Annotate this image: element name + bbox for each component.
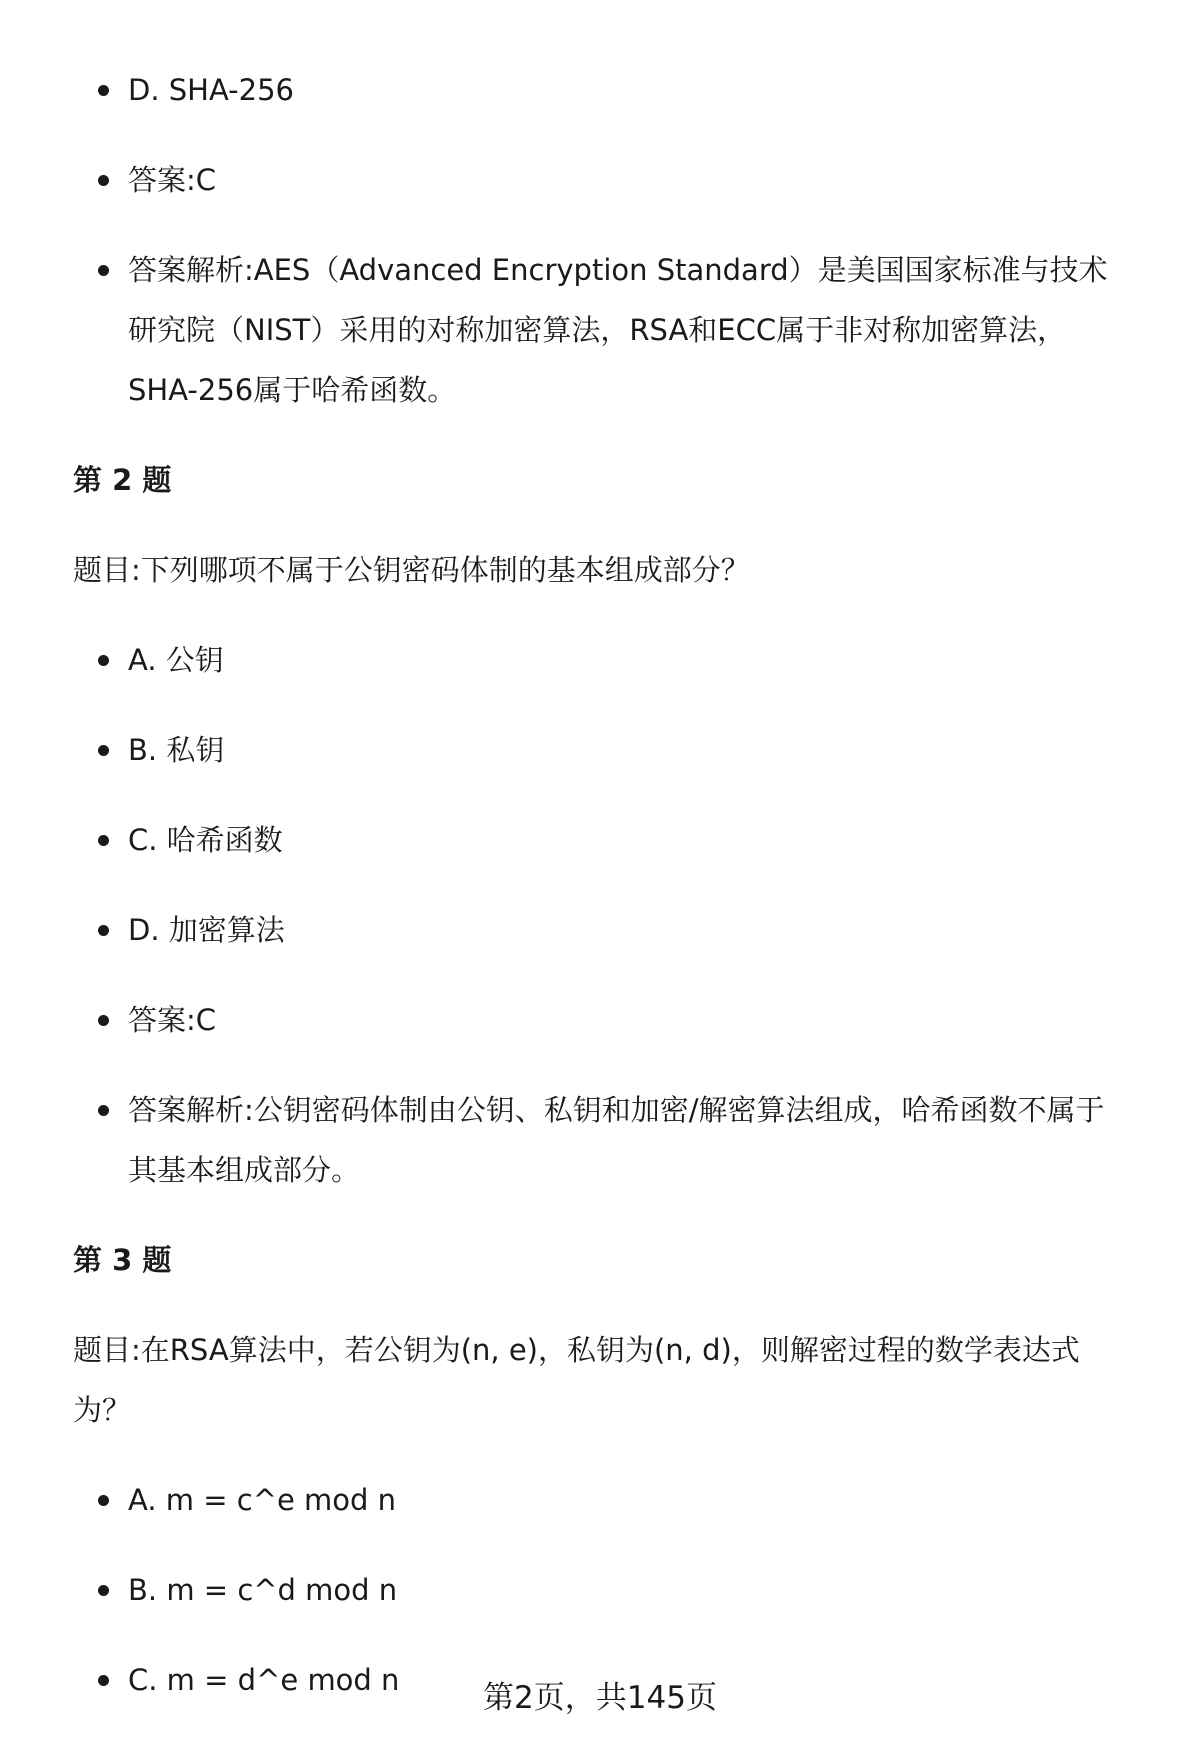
answer: 答案:C	[73, 150, 1133, 210]
answer-explanation: 答案解析:AES（Advanced Encryption Standard）是美国国家标准与技术研究院（NIST）采用的对称加密算法，RSA和ECC属于非对称加密算法，SHA-256属于哈希函数。	[73, 240, 1133, 420]
question-1-tail-list	[73, 60, 1133, 420]
page-content	[73, 60, 1133, 1740]
question-3-text: 题目:在RSA算法中，若公钥为(n, e)，私钥为(n, d)，则解密过程的数学表达式为？	[73, 1333, 1080, 1427]
page-number-footer: 第2页，共145页	[483, 1680, 717, 1716]
option-d: D. 加密算法	[73, 900, 1133, 960]
question-2-options	[73, 630, 1133, 1200]
option-c: C. 哈希函数	[73, 810, 1133, 870]
option-b: B. m = c^d mod n	[73, 1560, 1133, 1620]
option-b: B. 私钥	[73, 720, 1133, 780]
option-a: A. 公钥	[73, 630, 1133, 690]
answer-explanation: 答案解析:公钥密码体制由公钥、私钥和加密/解密算法组成，哈希函数不属于其基本组成部分。	[73, 1080, 1133, 1200]
question-3-heading: 第 3 题	[73, 1243, 172, 1277]
option-d: D. SHA-256	[73, 60, 1133, 120]
option-a: A. m = c^e mod n	[73, 1470, 1133, 1530]
question-2-text: 题目:下列哪项不属于公钥密码体制的基本组成部分？	[73, 553, 750, 587]
answer: 答案:C	[73, 990, 1133, 1050]
option-c: C. m = d^e mod n	[73, 1650, 1133, 1710]
question-2-heading: 第 2 题	[73, 463, 172, 497]
